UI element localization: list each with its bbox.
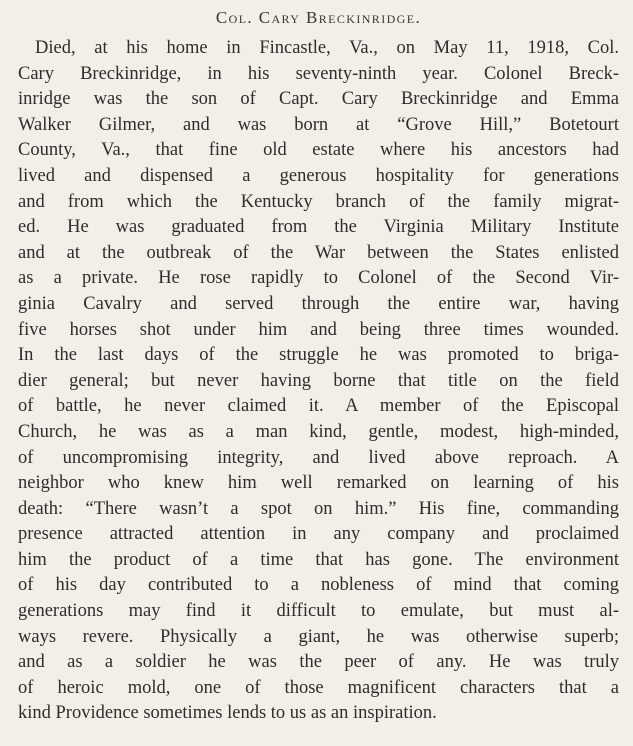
text-line: Died, at his home in Fincastle, Va., on May 11, 1918, Col. <box>35 38 619 58</box>
text-line: and at the outbreak of the War between the States enlisted <box>18 242 619 263</box>
text-line: death: “There wasn’t a spot on him.” His fine, commanding <box>18 498 619 519</box>
text-line: ways revere. Physically a giant, he was otherwise superb; <box>18 626 619 647</box>
text-line: generations may find it difficult to emulate, but must al- <box>18 601 619 622</box>
article-title: Col. Cary Breckinridge. <box>215 8 422 27</box>
text-line: In the last days of the struggle he was promoted to briga- <box>18 345 619 366</box>
article-body <box>18 36 619 727</box>
text-line: as a private. He rose rapidly to Colonel of the Second Vir- <box>18 268 619 289</box>
text-line: ed. He was graduated from the Virginia Military Institute <box>18 217 619 238</box>
text-line: ginia Cavalry and served through the entire war, having <box>18 293 619 314</box>
text-line: and as a soldier he was the peer of any. He was truly <box>18 652 619 673</box>
text-line: presence attracted attention in any company and proclaimed <box>18 524 619 545</box>
text-line: him the product of a time that has gone. The environment <box>18 549 619 570</box>
text-line: of his day contributed to a nobleness of mind that coming <box>18 575 619 596</box>
text-line: Church, he was as a man kind, gentle, modest, high-minded, <box>18 421 619 442</box>
text-line: neighbor who knew him well remarked on learning of his <box>18 473 619 494</box>
text-line: inridge was the son of Capt. Cary Breckinridge and Emma <box>18 89 619 110</box>
text-line: Walker Gilmer, and was born at “Grove Hill,” Botetourt <box>18 114 619 135</box>
text-line: dier general; but never having borne that title on the field <box>18 370 619 391</box>
text-line: and from which the Kentucky branch of the family migrat- <box>18 191 619 212</box>
text-line: kind Providence sometimes lends to us as an inspiration. <box>18 703 437 724</box>
text-line: of uncompromising integrity, and lived above reproach. A <box>18 447 619 468</box>
text-line: of heroic mold, one of those magnificent characters that a <box>18 677 619 698</box>
text-line: of battle, he never claimed it. A member of the Episcopal <box>18 396 619 417</box>
text-line: lived and dispensed a generous hospitality for generations <box>18 165 619 186</box>
text-line: Cary Breckinridge, in his seventy-ninth year. Colonel Breck- <box>18 63 619 84</box>
text-line: five horses shot under him and being three times wounded. <box>18 319 619 340</box>
text-line: County, Va., that fine old estate where his ancestors had <box>18 140 619 161</box>
